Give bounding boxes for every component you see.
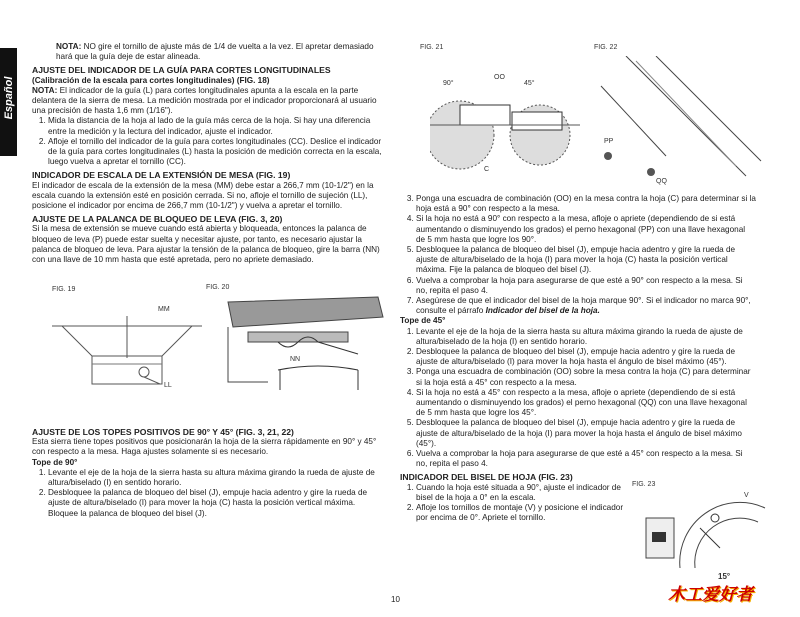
list-item: 3. Ponga una escuadra de combinación (OO) en la mesa contra la hoja (C) para determinar si la hoja está a 90° con respecto a la mesa. — [416, 194, 756, 214]
stop-90-steps-right — [400, 194, 756, 316]
list-item: 1. Cuando la hoja esté situada a 90°, ajuste el indicador de bisel de la hoja a 0° en la escala. — [416, 483, 636, 503]
list-item: 5. Desbloquee la palanca de bloqueo del bisel (J), empuje hacia adentro y gire la rueda de ajuste de altura/biselado de la hoja (I) para mover la hoja (C) hasta la posición vertical máxima. Fije la palanca de bloqueo del bisel (J). — [416, 245, 756, 276]
fig19-callout-ll: LL — [164, 382, 172, 389]
positive-stops-text: Esta sierra tiene topes positivos que posicionarán la hoja de la sierra rápidamente en 90° y 45° con respecto a la mesa. Haga ajustes solamente si es necesario. — [32, 437, 377, 457]
cam-lock-text: Si la mesa de extensión se mueve cuando está abierta y bloqueada, entonces la palanca de bloqueo de leva (P) puede estar suelta y necesitar ajuste, por tanto, es necesario ajustar la palanca de bloqueo de leva. Para ajustar la tensión de la palanca de bloqueo, gire la barra (NN) con una llave de 10 mm hasta que esté apretada, pero no apriete demasiado. — [32, 224, 380, 265]
section-positive-stops-title: AJUSTE DE LOS TOPES POSITIVOS DE 90° Y 45° (FIG. 3, 21, 22) — [32, 427, 294, 437]
language-tab — [0, 48, 17, 156]
fig23-label: FIG. 23 — [632, 481, 656, 488]
list-item: 1. Levante el eje de la hoja de la sierra hasta su altura máxima girando la rueda de ajuste de altura/biselado (I) en sentido horario. — [48, 468, 386, 488]
bevel-pointer-steps — [400, 483, 636, 524]
top-note: NOTA: NO gire el tornillo de ajuste más de 1/4 de vuelta a la vez. El apretar demasiado hará que la guía deje de estar alineada. — [56, 42, 374, 62]
watermark-logo: 木工爱好者 — [668, 585, 753, 604]
list-item: 1. Mida la distancia de la hoja al lado de la guía más cerca de la hoja. Si hay una diferencia entre la medición y la lectura del indicador, ajuste el indicador. — [48, 116, 386, 136]
fig20-callout-nn: NN — [290, 356, 301, 363]
fig21-illustration — [430, 80, 580, 180]
list-item: 7. Asegúrese de que el indicador del bisel de la hoja marque 90°. Si el indicador no marca 90°, consulte el párrafo Indicador del bisel de la hoja. — [416, 296, 756, 316]
fig20-label: FIG. 20 — [206, 284, 230, 291]
fig19-label: FIG. 19 — [52, 286, 76, 293]
list-item: 6. Vuelva a comprobar la hoja para asegurarse de que esté a 90° con respecto a la mesa. Si no, repita el paso 4. — [416, 276, 756, 296]
list-item: 2. Afloje el tornillo del indicador de la guía para cortes longitudinales (CC). Deslice el indicador de la guía para cortes longitudinales (L) hasta la posición de medición correcta en la escala, luego vuelva a apretar el tornillo (CC). — [48, 137, 386, 168]
list-item: 1. Levante el eje de la hoja de la sierra hasta su altura máxima girando la rueda de ajuste de altura/biselado de la hoja (I) en sentido horario. — [416, 327, 756, 347]
fig19-illustration — [52, 296, 202, 391]
stop-45-subtitle: Tope de 45° — [400, 316, 446, 326]
stop-90-subtitle: Tope de 90° — [32, 457, 78, 467]
fig21-45deg: 45° — [524, 80, 535, 87]
rip-fence-steps — [32, 116, 386, 167]
left-column — [32, 42, 386, 265]
fig22-callout-pp: PP — [604, 138, 614, 145]
list-item: 2. Desbloquee la palanca de bloqueo del bisel (J), empuje hacia adentro y gire la rueda de ajuste de altura/biselado (I) para mover la hoja (C) hasta la posición vertical máxima. Bloquee la palanca de bloqueo del bisel (J). — [48, 488, 386, 519]
fig21-label: FIG. 21 — [420, 44, 444, 51]
left-column-bottom — [32, 424, 386, 519]
section-extension-scale-title: INDICADOR DE ESCALA DE LA EXTENSIÓN DE MESA (FIG. 19) — [32, 170, 291, 181]
list-item: 4. Si la hoja no está a 45° con respecto a la mesa, afloje o apriete (dependiendo de si está aumentando o disminuyendo los grados) el perno hexagonal (QQ) con una llave hexagonal de 5 mm hasta que logre los 45°. — [416, 388, 756, 419]
fig21-callout-c: C — [484, 166, 490, 173]
fig22-label: FIG. 22 — [594, 44, 618, 51]
section-rip-fence-title: AJUSTE DEL INDICADOR DE LA GUÍA PARA CORTES LONGITUDINALES — [32, 65, 331, 76]
list-item: 2. Afloje los tornillos de montaje (V) y posicione el indicador por encima de 0°. Apriete el tornillo. — [416, 503, 636, 523]
language-tab-label: Español — [3, 76, 15, 120]
right-column — [400, 194, 756, 524]
list-item: 3. Ponga una escuadra de combinación (OO) sobre la mesa contra la hoja (C) para determinar si la hoja está a 45° con respecto a la mesa. — [416, 367, 756, 387]
extension-scale-text: El indicador de escala de la extensión de la mesa (MM) debe estar a 266,7 mm (10-1/2") en la escala cuando la extensión esté en posición cerrada. Si no, afloje el tornillo de sujeción (LL), posicione el indicador por encima de 266,7 mm (10-1/2") y vuelva a apretar el tornillo. — [32, 180, 374, 211]
fig23-callout-v: V — [744, 492, 749, 499]
list-item: 2. Desbloquee la palanca de bloqueo del bisel (J), empuje hacia adentro y gire la rueda de ajuste de altura/biselado (I) para mover la hoja hasta el ángulo de bisel máximo (45°). — [416, 347, 756, 367]
fig21-callout-oo: OO — [494, 74, 505, 81]
fig19-callout-mm: MM — [158, 306, 170, 313]
stop-90-steps-left — [32, 468, 386, 519]
fig20-illustration — [208, 292, 388, 392]
list-item: 6. Vuelva a comprobar la hoja para asegurarse de que esté a 45° con respecto a la mesa. Si no, repita el paso 4. — [416, 449, 756, 469]
section-rip-fence-subtitle: (Calibración de la escala para cortes longitudinales) (FIG. 18) — [32, 75, 270, 85]
rip-fence-note: NOTA: El indicador de la guía (L) para cortes longitudinales apunta a la escala en la parte delantera de la sierra de mesa. La medición mostrada por el indicador proporcionará al usuario una precisión de hasta 1,6 mm (1/16"). — [32, 85, 377, 116]
fig23-illustration — [640, 488, 770, 573]
fig22-illustration — [596, 56, 766, 186]
page-number: 10 — [391, 595, 400, 604]
stop-45-steps — [400, 327, 756, 470]
section-cam-lock-title: AJUSTE DE LA PALANCA DE BLOQUEO DE LEVA (FIG. 3, 20) — [32, 214, 283, 225]
section-bevel-pointer-title: INDICADOR DEL BISEL DE HOJA (FIG. 23) — [400, 472, 573, 483]
fig22-callout-qq: QQ — [656, 178, 667, 185]
list-item: 4. Si la hoja no está a 90° con respecto a la mesa, afloje o apriete (dependiendo de si está aumentando o disminuyendo los grados) el perno hexagonal (PP) con una llave hexagonal de 5 mm hasta que logre los 90°. — [416, 214, 756, 245]
list-item: 5. Desbloquee la palanca de bloqueo del bisel (J), empuje hacia adentro y gire la rueda de ajuste de altura/biselado de la hoja (I) para mover la hoja hasta el ángulo de bisel máximo (45°). — [416, 418, 756, 449]
fig21-90deg: 90° — [443, 80, 454, 87]
fig23-15deg: 15° — [718, 572, 731, 581]
